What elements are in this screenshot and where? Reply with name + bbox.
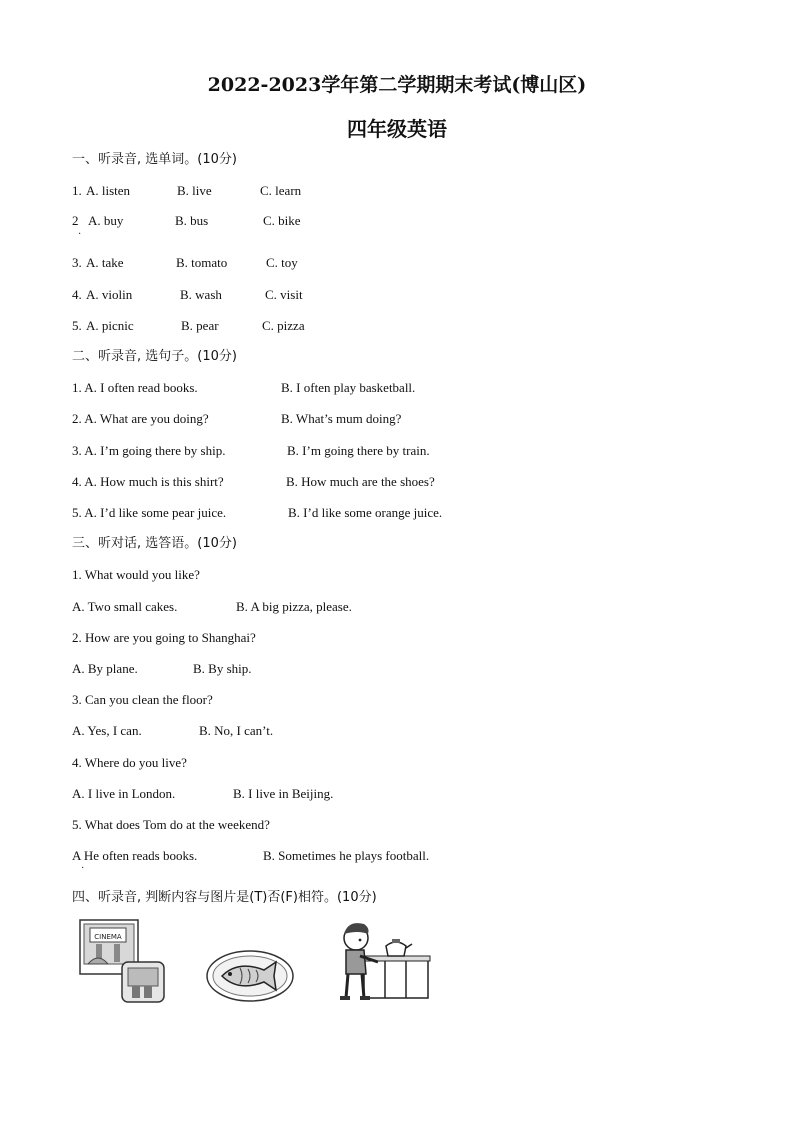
option-b: B. pear xyxy=(181,318,219,333)
cinema-sign-text: CINEMA xyxy=(94,933,122,941)
option-a: A. By plane. xyxy=(72,661,138,676)
option-c: C. bike xyxy=(263,213,301,228)
option-b: B. tomato xyxy=(176,255,228,270)
option-a: 3. A. I’m going there by ship. xyxy=(72,443,226,458)
boy-cooking-picture-icon xyxy=(334,918,434,1004)
option-b: B. I live in Beijing. xyxy=(233,786,334,801)
option-b: B. I often play basketball. xyxy=(281,380,416,395)
s3-question-3: 3. Can you clean the floor? xyxy=(72,692,213,707)
option-c: C. visit xyxy=(265,287,303,302)
section3-heading: 三、听对话, 选答语。(10分) xyxy=(72,536,237,551)
s3-question-4: 4. Where do you live? xyxy=(72,755,187,770)
option-a: 1. A. I often read books. xyxy=(72,380,198,395)
option-c: C. learn xyxy=(260,183,302,198)
s3-question-2: 2. How are you going to Shanghai? xyxy=(72,630,256,645)
decorative-dot: · xyxy=(78,229,82,240)
option-c: C. toy xyxy=(266,255,298,270)
option-a: A. listen xyxy=(86,183,131,198)
option-a: A. buy xyxy=(88,213,124,228)
option-a: A. picnic xyxy=(86,318,134,333)
option-b: B. How much are the shoes? xyxy=(286,474,435,489)
option-b: B. A big pizza, please. xyxy=(236,599,352,614)
option-b: B. What’s mum doing? xyxy=(281,411,402,426)
fish-plate-picture-icon xyxy=(204,948,296,1004)
option-b: B. bus xyxy=(175,213,209,228)
option-b: B. live xyxy=(177,183,212,198)
row-number: 3. xyxy=(72,255,82,270)
row-number: 5. xyxy=(72,318,82,333)
option-b: B. I’m going there by train. xyxy=(287,443,430,458)
option-a: A. Two small cakes. xyxy=(72,599,178,614)
option-b: B. No, I can’t. xyxy=(199,723,274,738)
s3-question-1: 1. What would you like? xyxy=(72,567,200,582)
option-b: B. wash xyxy=(180,287,222,302)
exam-subtitle: 四年级英语 xyxy=(347,117,447,141)
cinema-picture-icon xyxy=(76,916,168,1008)
option-b: B. I’d like some orange juice. xyxy=(288,505,443,520)
row-number: 1. xyxy=(72,183,82,198)
option-a: 4. A. How much is this shirt? xyxy=(72,474,224,489)
option-c: C. pizza xyxy=(262,318,305,333)
option-a: A. violin xyxy=(86,287,133,302)
option-a: 2. A. What are you doing? xyxy=(72,411,209,426)
section2-heading: 二、听录音, 选句子。(10分) xyxy=(72,349,237,364)
row-number: 2 xyxy=(72,213,79,228)
section1-heading: 一、听录音, 选单词。(10分) xyxy=(72,152,237,167)
option-a: A He often reads books. xyxy=(72,848,198,863)
decorative-dot: · xyxy=(81,863,85,874)
row-number: 4. xyxy=(72,287,82,302)
option-b: B. Sometimes he plays football. xyxy=(263,848,430,863)
option-a: A. I live in London. xyxy=(72,786,176,801)
exam-title: 2022-2023学年第二学期期末考试(博山区) xyxy=(207,74,587,96)
option-a: A. Yes, I can. xyxy=(72,723,142,738)
option-a: A. take xyxy=(86,255,124,270)
option-a: 5. A. I’d like some pear juice. xyxy=(72,505,227,520)
section4-heading: 四、听录音, 判断内容与图片是(T)否(F)相符。(10分) xyxy=(72,890,377,905)
s3-question-5: 5. What does Tom do at the weekend? xyxy=(72,817,270,832)
option-b: B. By ship. xyxy=(193,661,252,676)
